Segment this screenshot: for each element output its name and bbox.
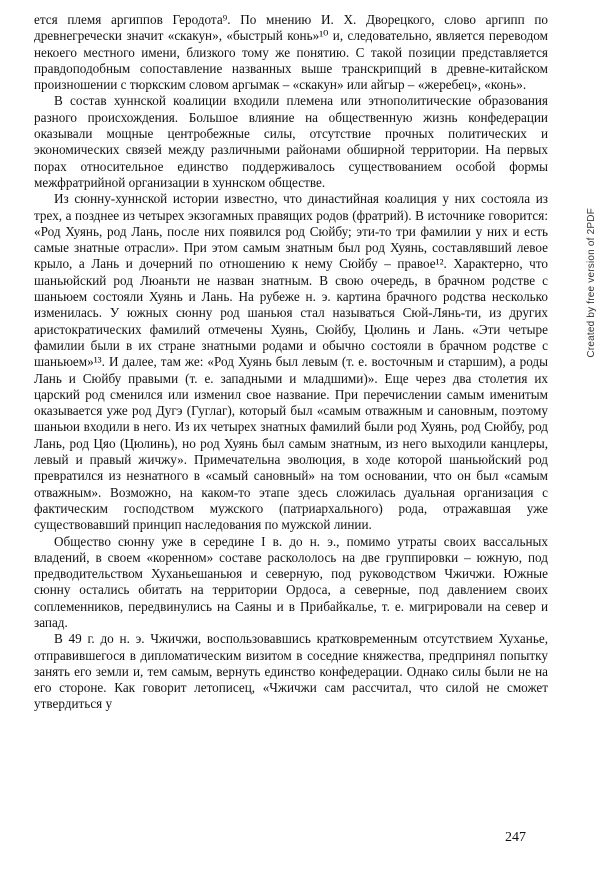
paragraph-5: В 49 г. до н. э. Чжичжи, воспользовавшись кратковременным отсутствием Хуханье, отправившегося в дипломатическим визитом в соседние княжества, предпринял попытку занять его земли и, тем самым, вернуть единство конфедерации. Однако силы были не на его стороне. Как говорит летописец, «Чжичжи сам рассчитал, что силой не сможет утвердиться у (34, 631, 548, 712)
paragraph-4: Общество сюнну уже в середине I в. до н. э., помимо утраты своих вассальных владений, в своем «коренном» составе раскололось на две группировки – южную, под предводительством Хуханьешаньюя и северную, под руководством Чжичжи. Южные сюнну остались обитать на территории Ордоса, а северные, под давлением своих соплеменников, передвинулись на Саяны и в Прибайкалье, т. е. мигрировали на север и запад. (34, 533, 548, 630)
watermark-text: Created by free version of 2PDF (586, 208, 597, 358)
paragraph-2: В состав хуннской коалиции входили племена или этнополитические образования разного происхождения. Большое влияние на общественную жизнь конфедерации оказывали мощные центробежные силы, отсутствие прочных политических и экономических связей между различными районами обширной территории. На первых порах относительное единство поддерживалось существованием особой формы межфратрийной организации в хуннском обществе. (34, 93, 548, 190)
page-number: 247 (505, 830, 526, 845)
page-body (34, 12, 548, 713)
paragraph-3: Из сюнну-хуннской истории известно, что династийная коалиция у них состояла из трех, а позднее из четырех экзогамных правящих родов (фратрий). В источнике говорится: «Род Хуянь, род Лань, после них появился род Сюйбу; эти-то три фамилии у них и есть самые знатные отрасли». При этом самым знатным был род Хуянь, составлявший левое крыло, а Лань и дочерний по отношению к нему Сюйбу – правое¹². Характерно, что шаньюйский род Люаньти не назван знатным. В свою очередь, в брачном родстве с шаньюем состояли Хуянь и Лань. На рубеже н. э. картина брачного родства несколько изменилась. У южных сюнну род шаньюя стал называться Сюй-Лянь-ти, из других аристократических фамилий отмечены Хуянь, Сюйбу, Цюлинь и Лань. «Эти четыре фамилии были в их стране знатными родами и обычно состояли в брачном родстве с шаньюем»¹³. И далее, там же: «Род Хуянь был левым (т. е. восточным и старшим), а роды Лань и Сюйбу правыми (т. е. западными и младшими)». Еще через два столетия их царский род сменился или изменил свое название. При перечислении самым именитым оказывается уже род Дугэ (Гуглаг), который был «самым отважным и сановным, поэтому шаньюи входили в него. Из их четырех знатных фамилий были род Хуянь, род Сюйбу, род Лань, род Цяо (Цюлинь), но род Хуянь был самым знатным, из него выходили канцлеры, левый и правый жичжу». Примечательна эволюция, в ходе которой шаньюйский род превратился из незнатного в «самый сановный» на том основании, что он был «самым отважным». Возможно, на каком-то этапе здесь сложилась дуальная организация с фактическим господством мужского (патриархального) рода, отражавшая уже существовавший принцип наследования по мужской линии. (34, 191, 548, 533)
paragraph-1: ется племя аргиппов Геродота⁹. По мнению И. Х. Дворецкого, слово аргипп по древнегречески значит «скакун», «быстрый конь»¹⁰ и, следовательно, является переводом некоего местного имени, близкого тому же понятию. С такой позиции представляется правдоподобным сопоставление названных выше транскрипций в древне-китайском произношении с тюркским словом аргымак – «скакун» или айгыр – «жеребец», «конь». (34, 12, 548, 93)
